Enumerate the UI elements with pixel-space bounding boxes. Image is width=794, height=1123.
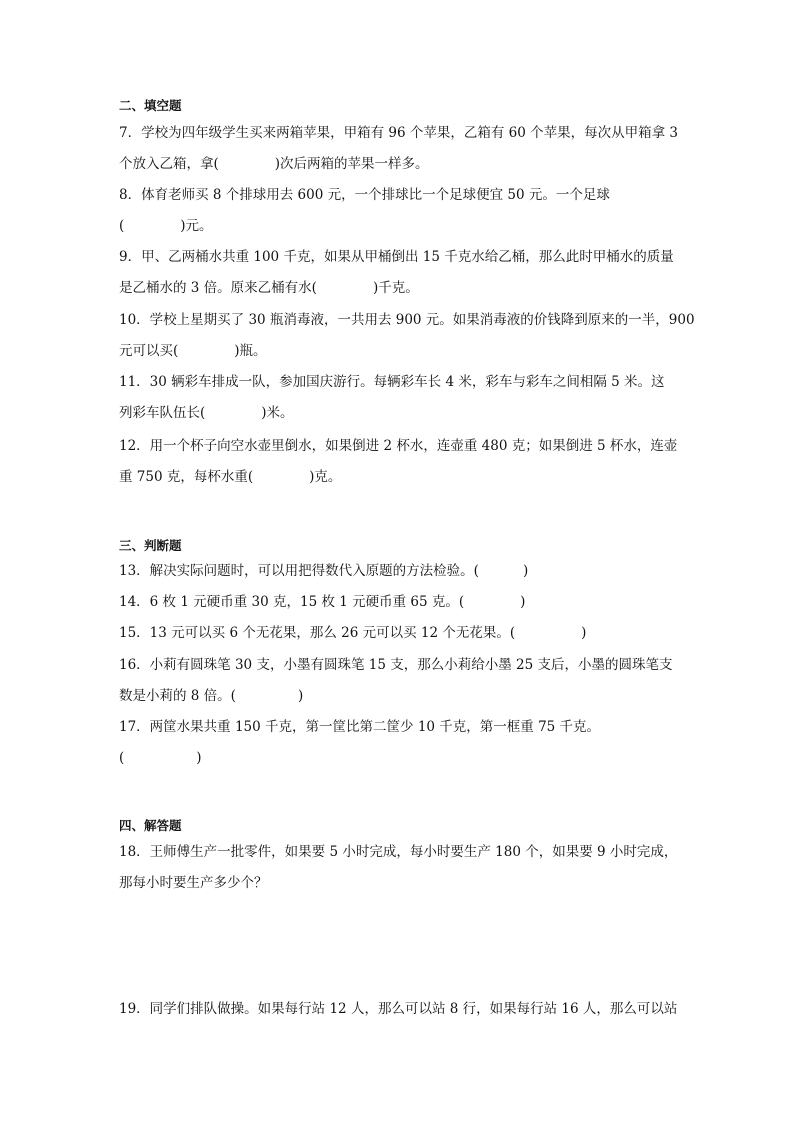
question-17-line-2: [119, 748, 202, 768]
question-11-text-a: 列彩车队伍长(: [119, 405, 206, 421]
question-8-text-a: (: [119, 218, 125, 234]
question-7-line-1: 7．学校为四年级学生买来两箱苹果，甲箱有 96 个苹果，乙箱有 60 个苹果，每次从甲箱拿 3: [119, 125, 678, 141]
question-12-line-1: 12．用一个杯子向空水壶里倒水，如果倒进 2 杯水，连壶重 480 克；如果倒进 5 杯水，连壶: [119, 438, 678, 454]
question-17-line-1: 17．两筐水果共重 150 千克，第一筐比第二筐少 10 千克，第一框重 75 千克。: [119, 719, 601, 735]
question-9-line-2: [119, 278, 419, 298]
question-9-text-a: 是乙桶水的 3 倍。原来乙桶有水(: [119, 280, 317, 296]
question-10-line-1: 10．学校上星期买了 30 瓶消毒液，一共用去 900 元。如果消毒液的价钱降到原来的一半，900: [119, 312, 695, 328]
question-16-close-paren: ): [297, 688, 304, 704]
question-16-line-1: 16．小莉有圆珠笔 30 支，小墨有圆珠笔 15 支，那么小莉给小墨 25 支后，小墨的圆珠笔支: [119, 657, 673, 673]
question-9-text-b: )千克。: [372, 280, 419, 296]
question-15-close-paren: ): [581, 625, 587, 641]
question-10-text-a: 元可以买(: [119, 343, 179, 359]
question-13: [119, 561, 528, 581]
question-9-line-1: 9．甲、乙两桶水共重 100 千克，如果从甲桶倒出 15 千克水给乙桶，那么此时甲桶水的质量: [119, 249, 674, 265]
question-8-line-1: 8．体育老师买 8 个排球用去 600 元，一个排球比一个足球便宜 50 元。一个足球: [119, 187, 610, 203]
question-12-text-b: )克。: [309, 469, 342, 485]
question-7-line-2: [119, 154, 429, 174]
question-17-text-a: (: [119, 750, 125, 766]
question-19-line-1: 19．同学们排队做操。如果每行站 12 人，那么可以站 8 行，如果每行站 16 人，那么可以站: [119, 1001, 678, 1017]
question-7-text-b: )次后两箱的苹果一样多。: [274, 156, 429, 172]
question-7-text-a: 个放入乙箱，拿(: [119, 156, 219, 172]
section-heading-word-problems: 四、解答题: [119, 818, 182, 833]
question-11-line-2: [119, 403, 294, 423]
section-heading-true-false: 三、判断题: [119, 538, 182, 553]
question-13-close-paren: ): [522, 563, 529, 579]
question-13-text: 13．解决实际问题时，可以用把得数代入原题的方法检验。(: [119, 563, 479, 579]
question-12-text-a: 重 750 克，每杯水重(: [119, 469, 254, 485]
question-8-text-b: )元。: [180, 218, 213, 234]
question-14: [119, 592, 525, 612]
section-heading-fill-in: 二、填空题: [119, 98, 182, 113]
question-10-text-b: )瓶。: [234, 343, 267, 359]
question-12-line-2: [119, 467, 341, 487]
question-8-line-2: [119, 216, 213, 236]
question-11-line-1: 11．30 辆彩车排成一队，参加国庆游行。每辆彩车长 4 米，彩车与彩车之间相隔 5 米。这: [119, 374, 665, 390]
question-14-close-paren: ): [520, 594, 526, 610]
question-10-line-2: [119, 341, 267, 361]
question-18-line-1: 18．王师傅生产一批零件，如果要 5 小时完成，每小时要生产 180 个，如果要 9 小时完成，: [119, 844, 678, 860]
question-18-line-2: 那每小时要生产多少个？: [119, 875, 268, 891]
question-15-text: 15．13 元可以买 6 个无花果，那么 26 元可以买 12 个无花果。(: [119, 625, 516, 641]
question-14-text: 14．6 枚 1 元硬币重 30 克，15 枚 1 元硬币重 65 克。(: [119, 594, 465, 610]
question-16-line-2: [119, 686, 303, 706]
question-11-text-b: )米。: [261, 405, 294, 421]
question-17-close-paren: ): [196, 750, 202, 766]
question-15: [119, 623, 586, 643]
question-16-text-a: 数是小莉的 8 倍。(: [119, 688, 236, 704]
